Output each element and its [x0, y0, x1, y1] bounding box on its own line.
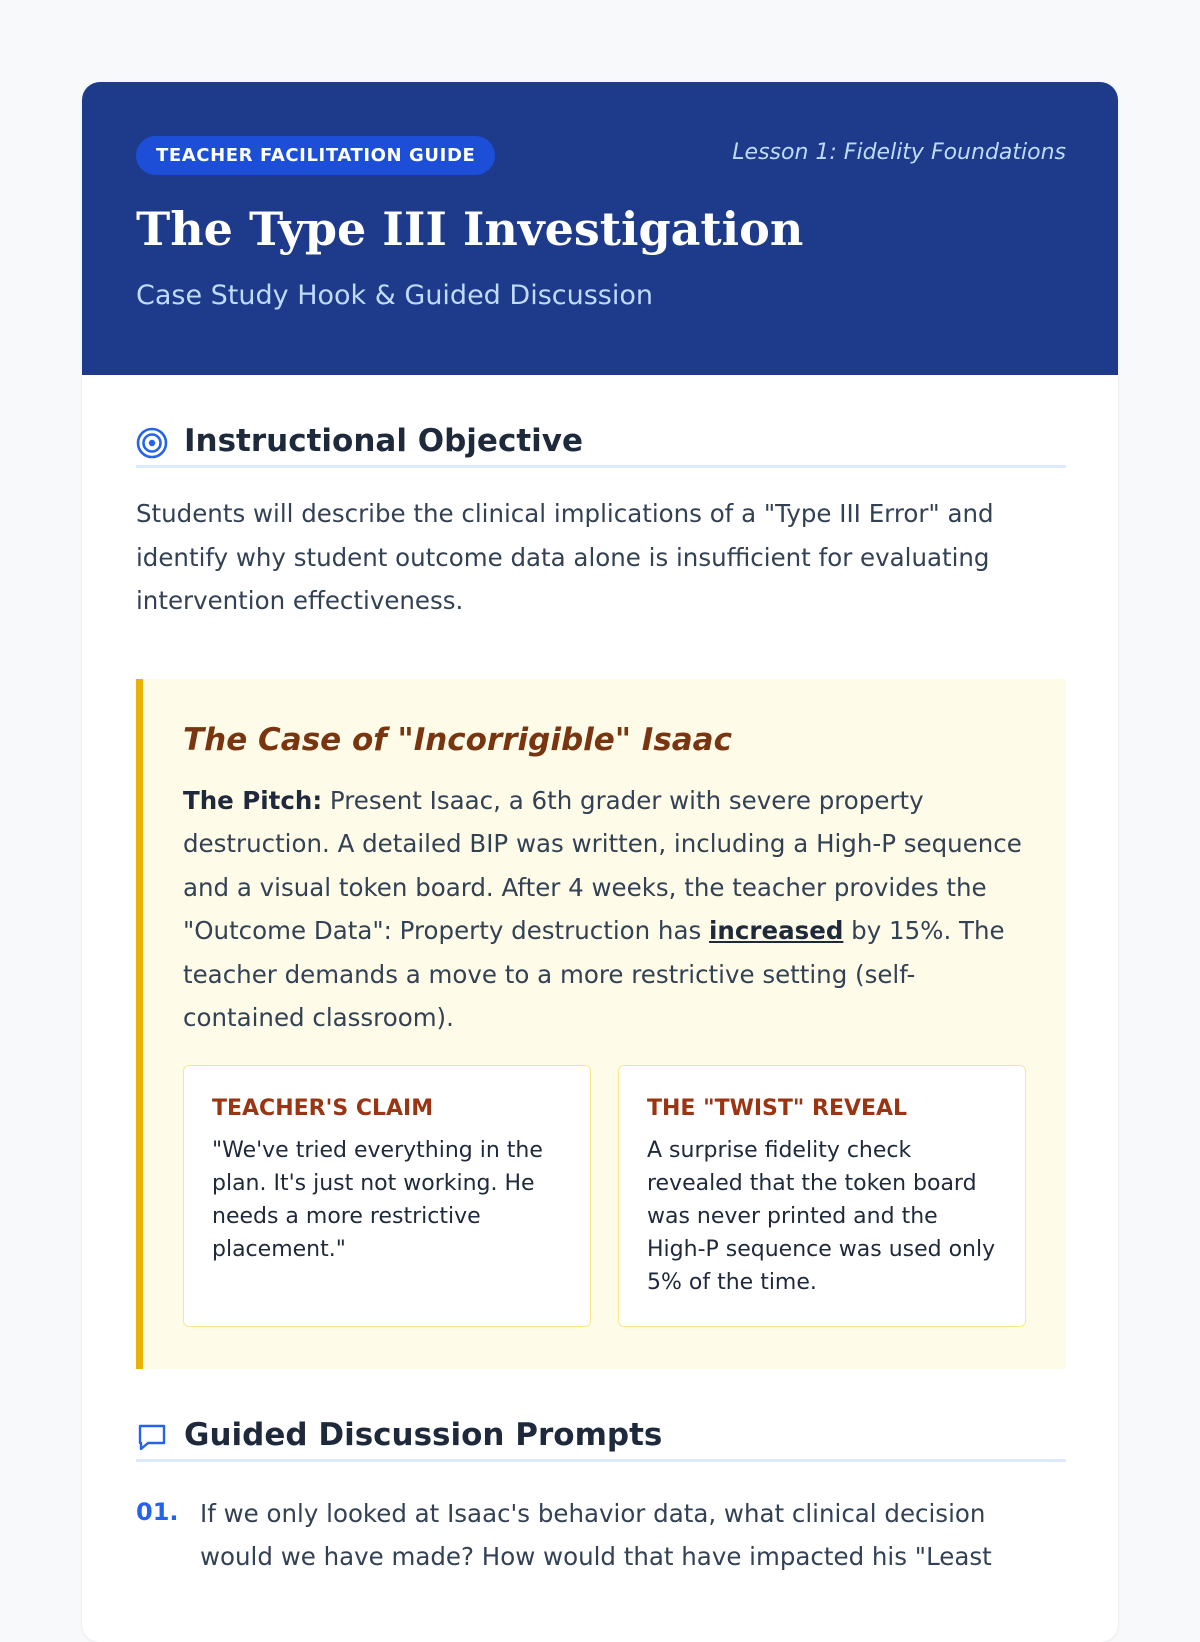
pitch-text-after: by 15%. The teacher demands a move to a more restrictive setting (self-contained classroom). — [183, 916, 1005, 1032]
teacher-claim-heading: TEACHER'S CLAIM — [212, 1095, 434, 1121]
pitch-emphasis: increased — [709, 916, 844, 945]
pitch-label: The Pitch: — [183, 785, 323, 815]
objective-heading: Instructional Objective — [184, 423, 584, 459]
discussion-section-header — [136, 1369, 1066, 1462]
guide-header — [82, 82, 1118, 375]
page-title: The Type III Investigation — [136, 202, 804, 256]
objective-section-header — [136, 375, 1066, 468]
discussion-heading: Guided Discussion Prompts — [184, 1416, 663, 1453]
page-subtitle: Case Study Hook & Guided Discussion — [136, 280, 653, 311]
twist-reveal-heading: THE "TWIST" REVEAL — [647, 1095, 908, 1121]
teacher-claim-box — [183, 1065, 591, 1327]
guide-card — [82, 82, 1118, 1642]
chat-bubble-icon — [136, 1421, 168, 1453]
objective-text: Students will describe the clinical implications of a "Type III Error" and identify why student outcome data alone is insufficient for evaluating intervention effectiveness. — [136, 499, 994, 615]
guide-body — [136, 375, 1066, 1579]
teacher-claim-text: "We've tried everything in the plan. It's just not working. He needs a more restrictive placement." — [212, 1137, 543, 1262]
case-study-callout — [136, 679, 1066, 1369]
prompt-text: If we only looked at Isaac's behavior data, what clinical decision would we have made? How would that have impacted his "Least — [200, 1498, 992, 1571]
guide-type-badge: TEACHER FACILITATION GUIDE — [136, 136, 495, 175]
twist-reveal-box — [618, 1065, 1026, 1327]
pitch-text-before: Present Isaac, a 6th grader with severe property destruction. A detailed BIP was written, including a High-P sequence and a visual token board. After 4 weeks, the teacher provides the "Outcome Data": Property destruction has — [183, 785, 1022, 945]
target-icon — [136, 427, 168, 459]
case-title: The Case of "Incorrigible" Isaac — [183, 721, 732, 758]
discussion-prompt — [136, 1492, 1066, 1579]
prompt-number: 01. — [136, 1497, 179, 1526]
twist-reveal-text: A surprise fidelity check revealed that the token board was never printed and the High-P sequence was used only 5% of the time. — [647, 1137, 996, 1295]
lesson-label: Lesson 1: Fidelity Foundations — [732, 140, 1066, 165]
case-pitch — [183, 779, 1033, 1040]
